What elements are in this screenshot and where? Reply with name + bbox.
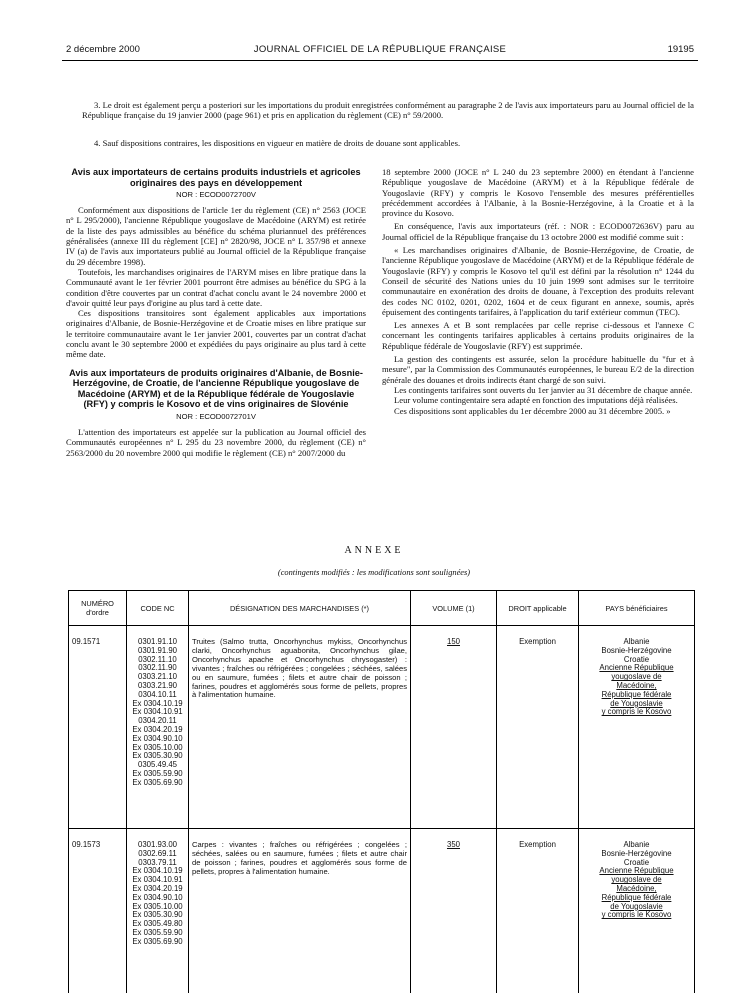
header-rule: [62, 60, 698, 61]
country-name: Albanie: [582, 841, 691, 850]
table-row: [69, 626, 695, 829]
country-name: Bosnie-Herzégovine: [582, 850, 691, 859]
country-name: République fédérale: [582, 894, 691, 903]
notice-2-paragraph-1: L'attention des importateurs est appelée sur la publication au Journal officiel des Communautés européennes n° L 295 du 23 novembre 2000, du règlement (CE) n° 2563/2000 du 20 novembre 2000 qui modifie le règlement (CE) n° 2007/2000 du: [66, 427, 366, 458]
country-name: yougoslave de: [582, 673, 691, 682]
annexe-title: ANNEXE: [0, 545, 748, 556]
country-name: République fédérale: [582, 691, 691, 700]
notice-heading-2: Avis aux importateurs de produits originaires d'Albanie, de Bosnie-Herzégovine, de Croatie, de l'ancienne République yougoslave de Macédoine (ARYM) et de la République fédérale de Yougoslavie (RFY) y compris le Kosovo et de vins originaires de Slovénie: [66, 368, 366, 410]
column-header-volume: VOLUME (1): [411, 591, 497, 626]
cell-droit: Exemption: [497, 829, 579, 993]
table-header-row: [69, 591, 695, 626]
column-header-code: CODE NC: [127, 591, 189, 626]
country-name: Albanie: [582, 638, 691, 647]
notice-2-quote-paragraph-3: La gestion des contingents est assurée, selon la procédure habituelle du "fur et à mesure", par la Commission des Communautés européennes, le bureau E/2 de la direction générale des douanes et droits indirects étant chargé de son suivi.: [382, 354, 694, 385]
paragraph-4: 4. Sauf dispositions contraires, les dispositions en vigueur en matière de droits de douane sont applicables.: [82, 138, 694, 148]
country-name: Croatie: [582, 656, 691, 665]
column-header-designation: DÉSIGNATION DES MARCHANDISES (*): [189, 591, 411, 626]
cell-numero: 09.1573: [69, 829, 127, 993]
header-date: 2 décembre 2000: [66, 44, 140, 55]
left-column: [66, 167, 366, 458]
cell-designation: Carpes : vivantes ; fraîches ou réfrigérées ; congelées ; séchées, salées ou en saumure, fumées ; filets et autre chair de poisson ; farines, poudres et agglomérés sous forme de pellets, propres à l'alimentation humaine.: [189, 829, 411, 993]
cell-pays: [579, 626, 695, 829]
country-name: yougoslave de: [582, 876, 691, 885]
notice-heading-1: Avis aux importateurs de certains produits industriels et agricoles originaires des pays en développement: [66, 167, 366, 188]
country-name: Ancienne République: [582, 664, 691, 673]
column-header-droit: DROIT applicable: [497, 591, 579, 626]
nor-reference-2: NOR : ECOD0072701V: [66, 412, 366, 421]
country-name: Croatie: [582, 859, 691, 868]
country-name: y compris le Kosovo: [582, 708, 691, 717]
notice-1-paragraph-2: Toutefois, les marchandises originaires de l'ARYM mises en libre pratique dans la Communauté avant le 1er février 2001 pourront être admises au bénéfice du SPG à la condition d'être couvertes par un contrat d'achat conclu avant le 24 novembre 2000 et d'avoir quitté leur pays d'origine au plus tard à cette date.: [66, 267, 366, 308]
cell-pays: [579, 829, 695, 993]
notice-2-quote-paragraph-5: Leur volume contingentaire sera adapté en fonction des imputations déjà réalisées.: [382, 395, 694, 405]
notice-2-paragraph-2: En conséquence, l'avis aux importateurs (réf. : NOR : ECOD0072636V) paru au Journal officiel de la République française du 13 octobre 2000 est modifié comme suit :: [382, 221, 694, 242]
cell-codes: 0301.91.10 0301.91.90 0302.11.10 0302.11.90 0303.21.10 0303.21.90 0304.10.11 Ex 0304.10.19 Ex 0304.10.91 0304.20.11 Ex 0304.20.19 Ex 0304.90.10 Ex 0305.10.00 Ex 0305.30.90 0305.49.45 Ex 0305.59.90 Ex 0305.69.90: [127, 626, 189, 829]
notice-2-quote-paragraph-1: « Les marchandises originaires d'Albanie, de Bosnie-Herzégovine, de Croatie, de l'ancienne République yougoslave de Macédoine (ARYM) et de la République fédérale de Yougoslavie (RFY) y compris le Kosovo tel qu'il est défini par la résolution n° 1244 du Conseil de sécurité des Nations unies du 10 juin 1999 sont admises sur le territoire communautaire en exonération des droits de douane, à l'exception des produits relevant des codes NC 0102, 0201, 0202, 1604 et de ceux figurant en annexe, soumis, après épuisement des contingents tarifaires, à l'application du tarif extérieur commun (TEC).: [382, 245, 694, 317]
notice-2-continuation: 18 septembre 2000 (JOCE n° L 240 du 23 septembre 2000) en étendant à l'ancienne République yougoslave de Macédoine (ARYM) et à la République fédérale de Yougoslavie (RFY) y compris le Kosovo l'ensemble des mesures préférentielles précédemment accordées à l'Albanie, à la Bosnie-Herzégovine, à la Croatie et à la province du Kosovo.: [382, 167, 694, 218]
country-name: Macédoine,: [582, 885, 691, 894]
page-header: [66, 44, 694, 58]
cell-designation: Truites (Salmo trutta, Oncorhynchus mykiss, Oncorhynchus clarki, Oncorhynchus aguabonita, Oncorhynchus gilae, Oncorhynchus apache et Oncorhynchus chrysogaster) : vivantes ; fraîches ou réfrigérées ; congelées ; séchées, salées ou en saumure, fumées ; filets et autre chair de poisson ; farines, poudres et agglomérés sous forme de pellets, propres à l'alimentation humaine.: [189, 626, 411, 829]
notice-2-quote-paragraph-6: Ces dispositions sont applicables du 1er décembre 2000 au 31 décembre 2005. »: [382, 406, 694, 416]
notice-2-quote-paragraph-4: Les contingents tarifaires sont ouverts du 1er janvier au 31 décembre de chaque année.: [382, 385, 694, 395]
notice-2-quote-paragraph-2: Les annexes A et B sont remplacées par celle reprise ci-dessous et l'annexe C concernant les contingents tarifaires applicables à certains produits originaires de la République fédérale de Yougoslavie (RFY) est supprimée.: [382, 320, 694, 351]
country-name: de Yougoslavie: [582, 903, 691, 912]
notice-1-paragraph-1: Conformément aux dispositions de l'article 1er du règlement (CE) n° 2563 (JOCE n° L 295/2000), l'ancienne République yougoslave de Macédoine (ARYM) est retirée de la liste des pays admissibles au bénéfice du schéma pluriannuel des préférences généralisées (annexe III du règlement [CE] n° 2820/98, JOCE n° L 357/98 et annexe IV (a) de l'avis aux importateurs publié au Journal officiel de la République française du 29 décembre 1998).: [66, 205, 366, 267]
cell-volume: 350: [411, 829, 497, 993]
quota-table: [68, 590, 695, 993]
paragraph-3: 3. Le droit est également perçu a posteriori sur les importations du produit enregistrées conformément au paragraphe 2 de l'avis aux importateurs paru au Journal officiel de la République française du 19 janvier 2000 (page 961) et pris en application du règlement (CE) n° 59/2000.: [82, 100, 694, 121]
annexe-subtitle: (contingents modifiés : les modifications sont soulignées): [0, 568, 748, 577]
country-name: de Yougoslavie: [582, 700, 691, 709]
country-name: Macédoine,: [582, 682, 691, 691]
page-number: 19195: [668, 44, 694, 55]
cell-droit: Exemption: [497, 626, 579, 829]
right-column: [382, 167, 694, 416]
country-name: Bosnie-Herzégovine: [582, 647, 691, 656]
nor-reference-1: NOR : ECOD0072700V: [66, 190, 366, 199]
header-title: JOURNAL OFFICIEL DE LA RÉPUBLIQUE FRANÇAISE: [66, 44, 694, 55]
notice-1-paragraph-3: Ces dispositions transitoires sont également applicables aux importations originaires d'Albanie, de Bosnie-Herzégovine et de Croatie mises en libre pratique sur le territoire communautaire avant le 1er janvier 2001, couvertes par un contrat d'achat conclu avant le 30 septembre 2000 et expédiées du pays originaire au plus tard à cette même date.: [66, 308, 366, 359]
column-header-pays: PAYS bénéficiaires: [579, 591, 695, 626]
cell-codes: 0301.93.00 0302.69.11 0303.79.11 Ex 0304.10.19 Ex 0304.10.91 Ex 0304.20.19 Ex 0304.90.10 Ex 0305.10.00 Ex 0305.30.90 Ex 0305.49.80 Ex 0305.59.90 Ex 0305.69.90: [127, 829, 189, 993]
country-name: y compris le Kosovo: [582, 911, 691, 920]
cell-volume: 150: [411, 626, 497, 829]
country-name: Ancienne République: [582, 867, 691, 876]
table-row: [69, 829, 695, 993]
cell-numero: 09.1571: [69, 626, 127, 829]
column-header-numero: NUMÉRO d'ordre: [69, 591, 127, 626]
